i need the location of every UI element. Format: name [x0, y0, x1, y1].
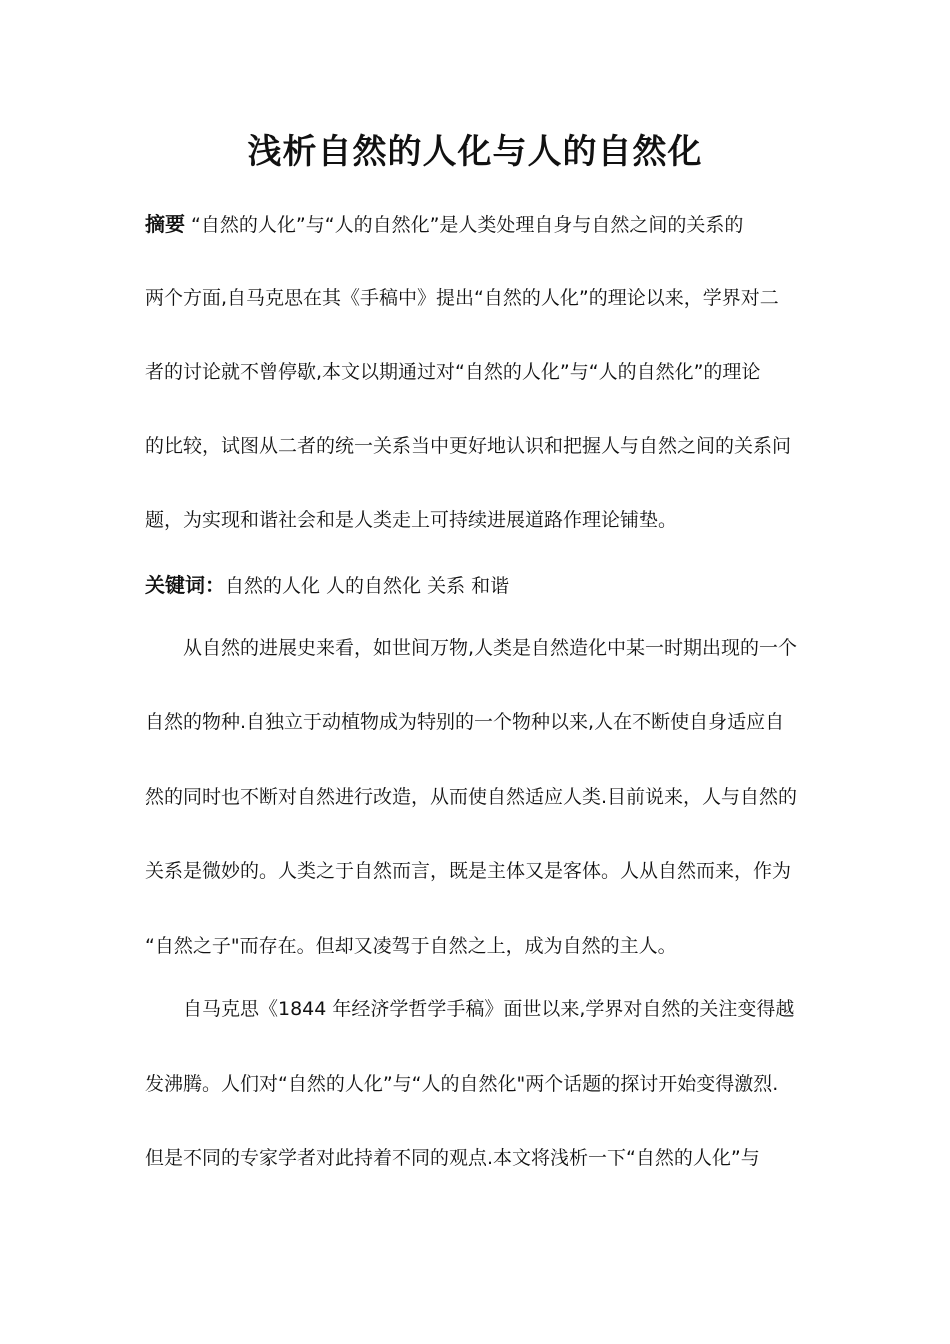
- abstract-line-4: 的比较，试图从二者的统一关系当中更好地认识和把握人与自然之间的关系问: [145, 435, 792, 457]
- abstract-line-3: 者的讨论就不曾停歇,本文以期通过对“自然的人化”与“人的自然化”的理论: [145, 361, 761, 383]
- document-title: 浅析自然的人化与人的自然化: [247, 132, 703, 172]
- paragraph1-line-3: 然的同时也不断对自然进行改造，从而使自然适应人类.目前说来，人与自然的: [145, 786, 798, 808]
- abstract-line-2: 两个方面,自马克思在其《手稿中》提出“自然的人化”的理论以来，学界对二: [145, 287, 779, 309]
- keywords-line: [145, 571, 815, 600]
- paragraph2-line-1: 自马克思《1844 年经济学哲学手稿》面世以来,学界对自然的关注变得越: [183, 998, 795, 1020]
- abstract-line-5: 题，为实现和谐社会和是人类走上可持续进展道路作理论铺垫。: [145, 509, 678, 531]
- abstract-text-1: “自然的人化”与“人的自然化”是人类处理自身与自然之间的关系的: [185, 214, 744, 236]
- paragraph1-line-1: 从自然的进展史来看，如世间万物,人类是自然造化中某一时期出现的一个: [183, 637, 798, 659]
- abstract-line-1: [145, 210, 815, 239]
- paragraph2-line-2: 发沸腾。人们对“自然的人化”与“人的自然化"两个话题的探讨开始变得激烈.: [145, 1073, 779, 1095]
- paragraph1-line-4: 关系是微妙的。人类之于自然而言，既是主体又是客体。人从自然而来，作为: [145, 860, 792, 882]
- keywords-text: 自然的人化 人的自然化 关系 和谐: [225, 575, 510, 597]
- paragraph1-line-5: “自然之子"而存在。但却又凌驾于自然之上，成为自然的主人。: [145, 935, 677, 957]
- paragraph2-line-3: 但是不同的专家学者对此持着不同的观点.本文将浅析一下“自然的人化”与: [145, 1147, 760, 1169]
- abstract-label: 摘要: [145, 212, 185, 236]
- paragraph1-line-2: 自然的物种.自独立于动植物成为特别的一个物种以来,人在不断使自身适应自: [145, 711, 785, 733]
- keywords-label: 关键词：: [145, 573, 225, 597]
